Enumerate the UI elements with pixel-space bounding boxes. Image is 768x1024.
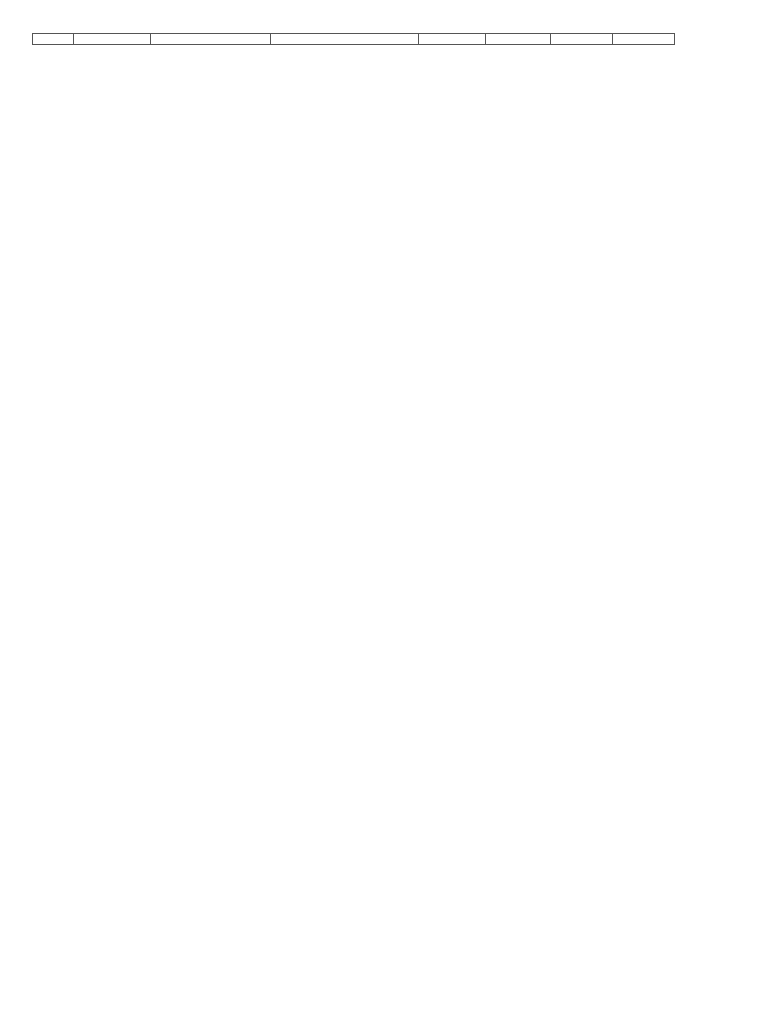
header-row [33,34,675,45]
header-rest[interactable] [613,34,675,45]
header-vendor[interactable] [151,34,271,45]
header-category[interactable] [33,34,74,45]
header-covid[interactable] [486,34,551,45]
header-item[interactable] [74,34,151,45]
header-desc[interactable] [271,34,419,45]
budget-table-top [32,33,675,45]
header-dp[interactable] [551,34,613,45]
header-price[interactable] [419,34,486,45]
